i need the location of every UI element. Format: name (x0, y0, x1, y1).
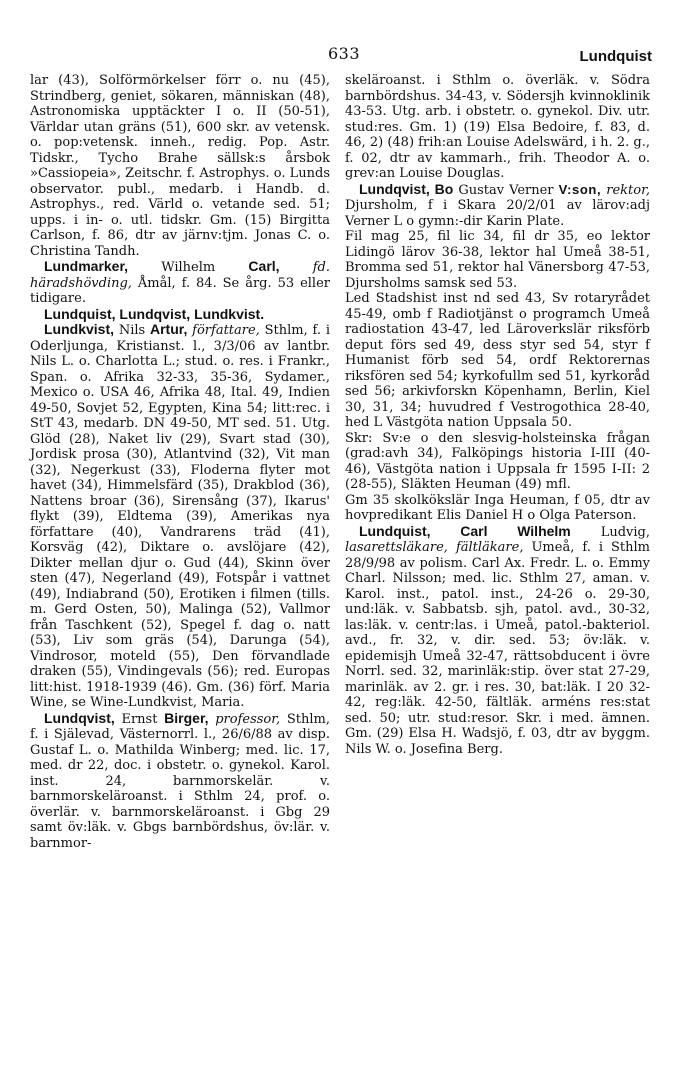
entry-patronymic: V:son, (558, 181, 602, 197)
entry-lundqvist-birger (30, 711, 330, 852)
entry-surname: Lundkvist, (44, 321, 115, 337)
entry-call-name: Artur, (150, 321, 188, 337)
entry-assignments-section: Led Stadshist inst nd sed 43, Sv rotaryrådet 45-49, omb f Radiotjänst o programch Umeå radiostation 43-47, led Läroverkslär riksförb deput förs sed 49, dess styr sed 54, styr f Humanist förb sed 54, ordf Rektorernas riksfören sed 54; kyrkofullm sed 51, kyrkoråd sed 56; arkivforskn Köpenhamn, Berlin, Kiel 30, 31, 34; huvudred f Vestrogothica 28-40, hed L Västgöta nation Uppsala 50. (345, 291, 650, 430)
page-number: 633 (327, 44, 361, 63)
entry-call-name: Carl, (248, 258, 280, 274)
entry-surname: Lundqvist, (44, 709, 115, 726)
entry-body: Sthlm, f. i Oderljunga, Kristianst. l., 3/3/06 av lantbr. Nils L. o. Charlotta L.; stud. o. res. i Frankr., Span. o. Afrika 32-33, 35-36, Sydamer., Mexico o. USA 46, Afrika 48, Ital. 49, Indien 49-50, Sovjet 52, Egypten, Kina 54; litt:rec. i StT 43, medarb. DN 49-50, MT sed. 51. Utg. Glöd (28), Naket liv (29), Svart stad (30), Jordisk prosa (30), Atlantvind (32), Vit man (32), Negerkust (33), Floderna flyter mot havet (34), Himmelsfärd (35), Drakblod (36), Nattens broar (36), Sirensång (37), Ikarus' flykt (39), Eldtema (39), Amerikas nya författare (40), Vandrarens träd (41), Korsväg (42), Diktare o. avslöjare (42), Dikter mellan djur o. Gud (44), Skinn över sten (47), Negerland (49), Fotspår i vattnet (49), Indiabrand (50), Erotiken i filmen (tills. m. Gerd Osten, 50), Malinga (52), Vallmor från Taschkent (52), Spegel f. dag o. natt (53), Liv som gräs (54), Darunga (54), Vindrosor, moteld (55), Den förvandlade draken (55), Vindingevals (56); red. Europas litt:hist. 1918-1939 (46). Gm. (36) förf. Maria Wine, se Wine-Lundkvist, Maria. (30, 323, 330, 710)
entry-lundkvist-artur (30, 322, 330, 711)
left-column (30, 73, 330, 851)
entry-surname: Lundqvist, (359, 180, 430, 197)
cross-reference-heading: Lundquist, Lundqvist, Lundkvist. (44, 305, 265, 322)
running-head: Lundquist (579, 48, 652, 65)
entry-call-name: Bo (429, 180, 454, 197)
continued-entry-text: skeläroanst. i Sthlm o. överläk. v. Södra barnbördshus. 34-43, v. Södersjh kvinnoklinik 43-53. Utg. arb. i obstetr. o. gynekol. Div. utr. stud:res. Gm. 1) (19) Elsa Bedoire, f. 83, d. 46, 2) (48) frih:an Louise Adelswärd, i h. 2. g., f. 02, dtr av kammarh., frih. Theodor A. o. grev:an Louise Douglas. (345, 73, 650, 181)
entry-given-names: Ernst (114, 711, 165, 727)
entry-lundmarker (30, 259, 330, 307)
entry-given-names: Wilhelm (128, 260, 249, 275)
entry-title: rektor, (601, 182, 650, 198)
entry-given-names: Nils (114, 323, 150, 338)
entry-body: Åmål, f. 84. Se årg. 53 eller tidigare. (30, 275, 330, 306)
entry-lundqvist-bo (345, 182, 650, 230)
entry-title: fd. häradshövding, (30, 260, 331, 291)
entry-body: Umeå, f. i Sthlm 28/9/98 av polism. Carl Ax. Fredr. L. o. Emmy Charl. Nilsson; med. lic. Sthlm 27, aman. v. Karol. inst., patol. inst., 24-26 o. 29-30, und:läk. v. Sabbatsb. sjh, patol. avd., 30-32, las:läk. v. centr:las. i Umeå, patol.-bakteriol. avd., fr. 32, v. dir. sed. 53; öv:läk. v. epidemisjh Umeå 32-47, rättsobducent i övre Norrl. sed. 32, marinläk:stip. över stat 27-29, marinläk. av 2. gr. i res. 30, bat:läk. I 20 32-42, reg:läk. 42-50, fältläk. arméns res:stat sed. 50; utr. stud:resor. Skr. i med. ämnen. Gm. (29) Elsa H. Wadsjö, f. 03, dtr av byggm. Nils W. o. Josefina Berg. (345, 540, 650, 757)
entry-career-section: Fil mag 25, fil lic 34, fil dr 35, eo lektor Lidingö lärov 36-38, lektor hal Umeå 38-51, Bromma sed 51, rektor hal Vänersborg 47-53, Djursholms samsk sed 53. (345, 229, 650, 291)
entry-body: Djursholm, f i Skara 20/2/01 av lärov:adj Verner L o gymn:-dir Karin Plate. (345, 198, 650, 229)
entry-marriage-section: Gm 35 skolkökslär Inga Heuman, f 05, dtr av hovpredikant Elis Daniel H o Olga Paterson. (345, 492, 650, 523)
entry-given-names: Gustav Verner (453, 182, 559, 198)
entry-call-name: Carl Wilhelm (430, 522, 571, 539)
entry-writings-section: Skr: Sv:e o den slesvig-holsteinska frågan (grad:avh 34), Falköpings historia I-III (40-46), Västgöta nation i Uppsala fr 1595 I-II: 2 (28-55), Släkten Heuman (49) mfl. (345, 430, 650, 492)
entry-title: lasarettsläkare, fältläkare, (345, 540, 524, 555)
continued-entry-text: lar (43), Solförmörkelser förr o. nu (45), Strindberg, geniet, sökaren, människan (48), Astronomiska upptäckter I o. II (50-51), Världar utan gräns (51), 600 skr. av vetensk. o. pop:vetensk. inneh., redig. Pop. Astr. Tidskr., Tycho Brahe sällsk:s årsbok »Cassiopeia», Zeitschr. f. Astrophys. o. Lunds observator. publ., medarb. i Handb. d. Astrophys., red. Värld o. vetande sed. 51; upps. i in- o. utl. tidskr. Gm. (15) Birgitta Carlson, f. 86, dtr av järnv:tjm. Jonas C. o. Christina Tandh. (30, 73, 330, 259)
entry-surname: Lundmarker, (44, 258, 129, 274)
entry-given-names: Ludvig, (570, 524, 651, 540)
entry-body: Sthlm, f. i Själevad, Västernorrl. l., 26/6/88 av disp. Gustaf L. o. Mathilda Winberg; med. lic. 17, med. dr 22, doc. i obstetr. o. gynekol. Karol. inst. 24, barnmorskelär. v. barnmorskeläroanst. i Sthlm 24, prof. o. överlär. v. barnmorskeläroanst. i Gbg 29 samt öv:läk. v. Gbgs barnbördshus, öv:lär. v. barnmor- (30, 711, 330, 851)
page-header (0, 44, 688, 74)
entry-call-name: Birger, (164, 709, 209, 726)
entry-title: professor, (208, 711, 281, 727)
entry-title: författare, (187, 323, 260, 338)
right-column (345, 73, 650, 757)
entry-lundquist-carl (345, 524, 650, 758)
entry-surname: Lundquist, (359, 522, 431, 539)
